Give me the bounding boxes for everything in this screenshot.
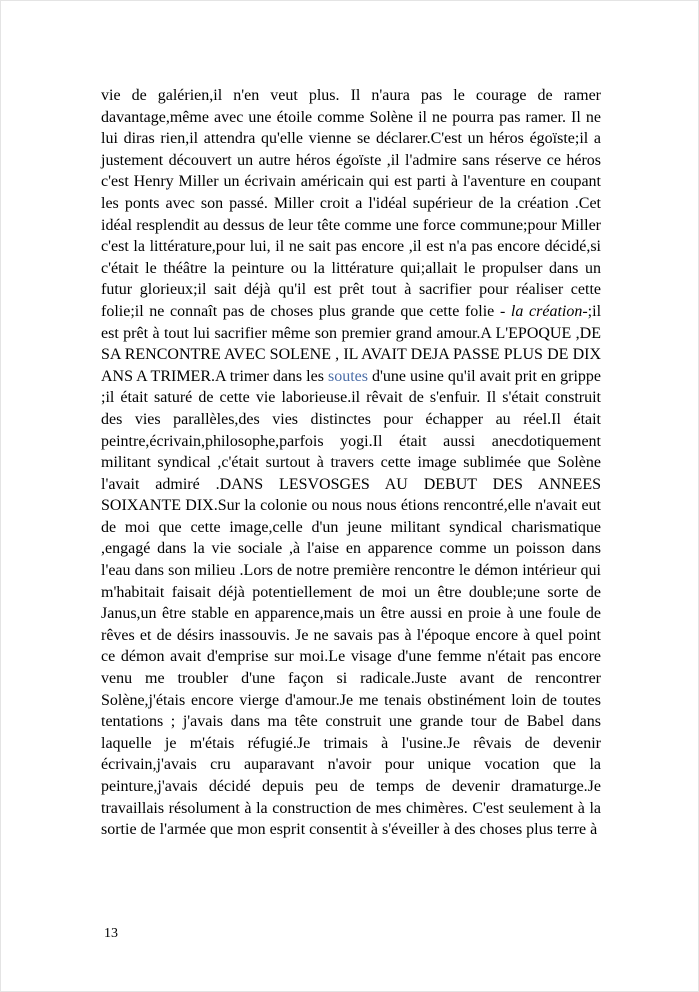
body-text-part-3: d'une usine qu'il avait prit en grippe ;il était saturé de cette vie laborieuse.il rêvait de s'enfuir. Il s'était construit des vies parallèles,des vies distinctes pour échapper au réel.Il était peintre,écrivain,philosophe,parfois yogi.Il était aussi anecdotiquement militant syndical ,c'était surtout à travers cette image sublimée que Solène l'avait admiré .DANS LESVOSGES AU DEBUT DES ANNEES SOIXANTE DIX.Sur la colonie ou nous nous étions rencontré,elle n'avait eut de moi que cette image,celle d'un jeune militant syndical charismatique ,engagé dans la vie sociale ,à l'aise en apparence comme un poisson dans l'eau dans son milieu .Lors de notre première rencontre le démon intérieur qui m'habitait faisait déjà potentiellement de moi un être double;une sorte de Janus,un être stable en apparence,mais un être aussi en proie à une foule de rêves et de désirs inassouvis. Je ne savais pas à l'époque encore à quel point ce démon avait d'emprise sur moi.Le visage d'une femme n'était pas encore venu me troubler d'une façon si radicale.Juste avant de rencontrer Solène,j'étais encore vierge d'amour.Je me tenais obstinément loin de toutes tentations ; j'avais dans ma tête construit une grande tour de Babel dans laquelle je m'étais réfugié.Je trimais à l'usine.Je rêvais de devenir écrivain,j'avais cru auparavant n'avoir pour unique vocation que la peinture,j'avais décidé depuis peu de temps de devenir dramaturge.Je travaillais résolument à la construction de mes chimères. C'est seulement à la sortie de l'armée que mon esprit consentit à s'éveiller à des choses plus terre à: [101, 367, 601, 839]
body-text-part-1: vie de galérien,il n'en veut plus. Il n'aura pas le courage de ramer davantage,même avec une étoile comme Solène il ne pourra pas ramer. Il ne lui diras rien,il attendra qu'elle vienne se déclarer.C'est un héros égoïste;il a justement découvert un autre héros égoïste ,il l'admire sans réserve ce héros c'est Henry Miller un écrivain américain qui est parti à l'aventure en coupant les ponts avec son passé. Miller croit a l'idéal supérieur de la création .Cet idéal resplendit au dessus de leur tête comme une force commune;pour Miller c'est la littérature,pour lui, il ne sait pas encore ,il est n'a pas encore décidé,si c'était le théâtre la peinture ou la littérature qui;allait le propulser dans un futur glorieux;il sait déjà qu'il est prêt tout à sacrifier pour réaliser cette folie;il ne connaît pas de choses plus grande que cette folie: [101, 87, 601, 320]
body-text-part-2: ;il est prêt à tout lui sacrifier même son premier grand amour.A L'EPOQUE ,DE SA RENCONTRE AVEC SOLENE , IL AVAIT DEJA PASSE PLUS DE DIX ANS A TRIMER.A trimer dans les: [101, 302, 602, 385]
soutes-link[interactable]: soutes: [327, 367, 368, 385]
body-text-italic-la-creation: - la création-: [499, 302, 588, 320]
page-number: 13: [104, 926, 118, 941]
body-text: [101, 85, 601, 841]
